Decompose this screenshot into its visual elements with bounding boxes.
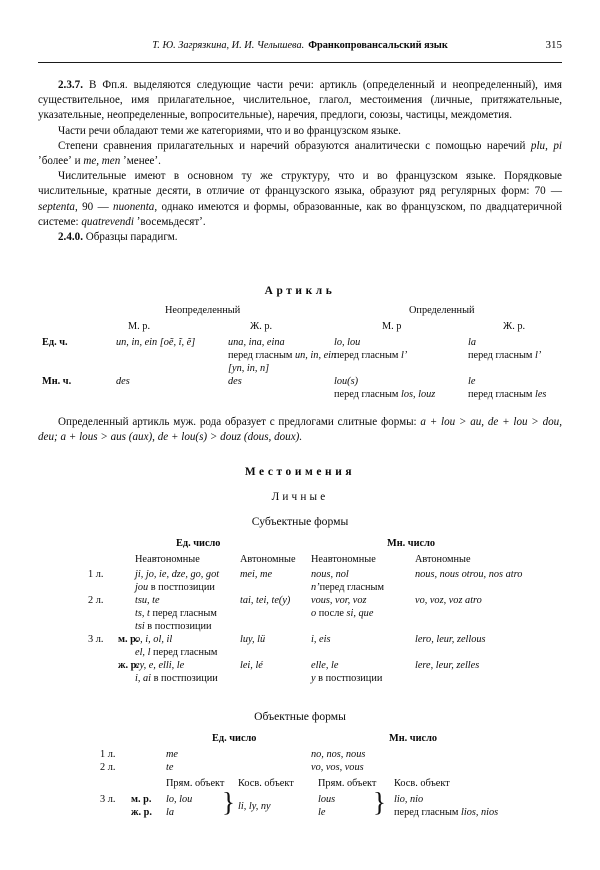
subject-3mpl-nonautonomous: i, eis [311,634,331,645]
subject-gender-label-masculine: м. р. [118,634,139,645]
subject-1sg-nonautonomous: ji, jo, ie, dze, go, got [135,569,220,580]
article-group-definite: Определенный [409,305,475,316]
article-sg-f-indefinite-ipa: [yn, in, n] [228,363,270,374]
prevocalic-form: el, l [135,647,151,658]
subject-3msg-autonomous: luy, lü [240,634,266,645]
section-number-2-4-0: 2.4.0. [58,231,83,244]
object-col-pl-indirect: Косв. объект [394,778,450,789]
object-gender-label-masculine: м. р. [131,794,152,805]
paragraph-2-3-7 [38,78,562,124]
prevocalic-form: nʼ [311,582,320,593]
object-3fsg-direct: la [166,807,175,818]
degrees-word-1: plu, pi [530,139,563,152]
running-head-title: Франкопровансальский язык [308,40,448,51]
article-sg-m-definite: lo, lou [334,337,361,348]
page-number: 315 [545,39,562,51]
prevocalic-label: перед гласным [334,389,401,400]
subject-1pl-nonautonomous: nous, nol [311,569,349,580]
prevocalic-label: перед гласным [394,807,461,818]
subject-col-pl-autonomous: Автономные [415,554,471,565]
object-3mpl-direct: lous [318,794,336,805]
article-sg-f-indefinite-prevocalic [228,349,336,362]
numerals-text-b: , 90 — [74,200,114,213]
postposed-form: tsi [135,621,145,632]
article-pl-m-definite-prevocalic [334,388,435,401]
object-col-pl-direct: Прям. объект [318,778,377,789]
article-gender-f-definite: Ж. р. [503,321,526,332]
prevocalic-label: перед гласным [149,608,217,619]
subject-col-sg-nonautonomous: Неавтономные [135,554,200,565]
subject-3fpl-autonomous: lere, leur, zelles [415,660,480,671]
paragraph-contracted-articles-block [38,415,562,445]
contracted-intro: Определенный артикль муж. рода образует с предлогами слитные формы: [58,416,421,428]
subject-person-label-3: 3 л. [88,634,104,645]
article-pl-m-definite: lou(s) [334,376,359,387]
subject-2sg-nonautonomous-prevocalic [135,607,217,620]
numerals-text-c: , однако имеются и формы, образованные, как во французском, по двадцатеричной системе: [38,200,562,228]
numerals-text-a: Числительные имеют в основном ту же структуру, что и во французском языке. Порядковые числительные, кратные десяти, в отличие от французского языка, образуют ряд регулярных форм: 70 — [38,170,562,198]
subject-3fpl-nonautonomous: elle, le [311,660,339,671]
prevocalic-label: перед гласным [319,582,384,593]
subject-1pl-autonomous: nous, nous otrou, nos atro [415,569,523,580]
object-1sg: me [166,749,179,760]
subject-number-plural: Мн. число [387,538,436,549]
object-3sg-indirect: li, ly, ny [238,801,271,812]
prevocalic-forms: lʼ [400,350,408,361]
postposed-label: в постпозиции [144,621,212,632]
object-number-singular: Ед. число [212,733,257,744]
paragraph-numerals [38,169,562,230]
prevocalic-label: перед гласным [228,350,295,361]
section-number-2-3-7: 2.3.7. [58,79,83,91]
object-2pl: vo, vos, vous [311,762,364,773]
body-text-block [38,78,562,245]
subject-2sg-nonautonomous-postposed [135,620,212,633]
degrees-word-2: me, men [83,155,121,168]
paragraph-2-4-0-text: Образцы парадигм. [82,231,178,244]
article-pl-f-indefinite: des [228,376,242,387]
object-3fpl-indirect [394,806,498,819]
subject-3msg-nonautonomous-prevocalic [135,646,217,659]
article-pl-m-indefinite: des [116,376,130,387]
article-row-label-singular: Ед. ч. [42,337,68,348]
article-sg-f-definite-prevocalic [468,349,541,362]
paragraph-categories: Части речи обладают теми же категориями, что и во французском языке. [58,124,401,137]
pronouns-subheading-personal: Личные [271,491,329,503]
conditional-context: si, que [346,608,374,619]
article-sg-m-indefinite: un, in, ein [oẽ, ĩ, ẽ] [116,337,196,348]
subject-person-label-2: 2 л. [88,595,104,606]
numerals-text-d: ʼвосемьдесятʼ. [133,215,206,228]
object-col-sg-indirect: Косв. объект [238,778,294,789]
degrees-text-c: ʼменееʼ. [120,155,161,168]
subject-2pl-nonautonomous-after-conj [311,607,373,620]
prevocalic-form: ts, t [135,608,150,619]
numerals-word-3: quatrevendi [81,215,134,228]
object-person-label-2: 2 л. [100,762,116,773]
paragraph-contracted-articles [38,415,562,445]
subject-forms-title: Субъектные формы [251,515,349,528]
article-gender-m-definite: М. р [382,321,402,332]
paragraph-2-3-7-text: В Фп.я. выделяются следующие части речи: артикль (определенный и неопределенный), имя существительное, имя прилагательное, числительное, глагол, местоимения (личные, притяжательные, указательные, неопределенные, вопросительные), наречия, предлоги, союзы, частицы, междометия. [38,79,562,122]
degrees-text-b: ʼболееʼ и [38,155,84,168]
prevocalic-forms: les [534,389,547,400]
article-sg-f-definite: la [468,337,477,348]
postposed-label: в постпозиции [151,673,218,684]
postposed-label: в постпозиции [315,673,383,684]
prevocalic-label: перед гласным [334,350,401,361]
subject-person-label-1: 1 л. [88,569,104,580]
object-forms-title: Объектные формы [254,710,346,723]
article-gender-m-indefinite: М. р. [128,321,151,332]
prevocalic-forms: un, in, ein [294,350,337,361]
pronouns-heading: Местоимения [244,466,356,478]
subject-3fsg-nonautonomous-postposed [135,672,218,685]
prevocalic-forms: lios, nios [460,807,499,818]
subject-col-sg-autonomous: Автономные [240,554,296,565]
prevocalic-label: перед гласным [150,647,218,658]
running-head [38,40,562,60]
object-2sg: te [166,762,174,773]
conditional-form: o [311,608,317,619]
postposed-label: в постпозиции [148,582,215,593]
subject-2sg-autonomous: tai, tei, te(y) [240,595,291,606]
prevocalic-label: перед гласным [468,389,535,400]
conditional-label: после [316,608,347,619]
article-sg-m-definite-prevocalic [334,349,407,362]
subject-3msg-nonautonomous: o, i, ol, il [135,634,173,645]
prevocalic-forms: los, louz [400,389,436,400]
brace-singular-indirect: } [222,787,235,817]
object-number-plural: Мн. число [389,733,438,744]
subject-col-pl-nonautonomous: Неавтономные [311,554,376,565]
postposed-form: jou [135,582,149,593]
prevocalic-forms: lʼ [534,350,542,361]
subject-2sg-nonautonomous: tsu, te [135,595,160,606]
subject-3fpl-nonautonomous-postposed [311,672,382,685]
subject-3fsg-nonautonomous: ey, e, elli, le [135,660,185,671]
object-3fpl-direct: le [318,807,326,818]
article-heading: Артикль [264,285,336,297]
object-1pl: no, nos, nous [311,749,366,760]
subject-1pl-nonautonomous-prevocalic [311,581,384,594]
article-row-label-plural: Мн. ч. [42,376,72,387]
article-pl-f-definite-prevocalic [468,388,546,401]
degrees-text-a: Степени сравнения прилагательных и наречий образуются аналитически с помощью наречий [58,139,531,152]
object-gender-label-feminine: ж. р. [131,807,152,818]
numerals-word-2: nuonenta [113,200,155,213]
contracted-forms: a + lou > au, de + lou > dou, deu; a + lous > aus (aux), de + lou(s) > douz (dous, doux). [38,416,562,444]
article-pl-f-definite: le [468,376,476,387]
subject-2pl-autonomous: vo, voz, voz atro [415,595,482,606]
header-rule [38,62,562,63]
article-group-indefinite: Неопределенный [165,305,241,316]
object-3mpl-indirect: lio, nio [394,794,424,805]
postposed-form: i, ai [135,673,152,684]
paragraph-degrees [38,139,562,169]
object-col-sg-direct: Прям. объект [166,778,225,789]
postposed-form: y [311,673,316,684]
subject-gender-label-feminine: ж. р. [118,660,139,671]
paragraph-2-4-0 [38,230,562,245]
subject-2pl-nonautonomous: vous, vor, voz [311,595,367,606]
brace-plural-indirect: } [373,787,386,817]
article-sg-f-indefinite: una, ina, eina [228,337,285,348]
subject-number-singular: Ед. число [176,538,221,549]
numerals-word-1: septenta [38,200,75,213]
subject-3fsg-autonomous: lei, lé [240,660,263,671]
subject-3mpl-autonomous: lero, leur, zellous [415,634,486,645]
subject-1sg-nonautonomous-postposed [135,581,215,594]
object-person-label-3: 3 л. [100,794,116,805]
running-head-authors: Т. Ю. Загрязкина, И. И. Челышева. [152,40,305,51]
object-person-label-1: 1 л. [100,749,116,760]
prevocalic-label: перед гласным [468,350,535,361]
subject-1sg-autonomous: mei, me [240,569,273,580]
article-gender-f-indefinite: Ж. р. [250,321,273,332]
object-3msg-direct: lo, lou [166,794,193,805]
